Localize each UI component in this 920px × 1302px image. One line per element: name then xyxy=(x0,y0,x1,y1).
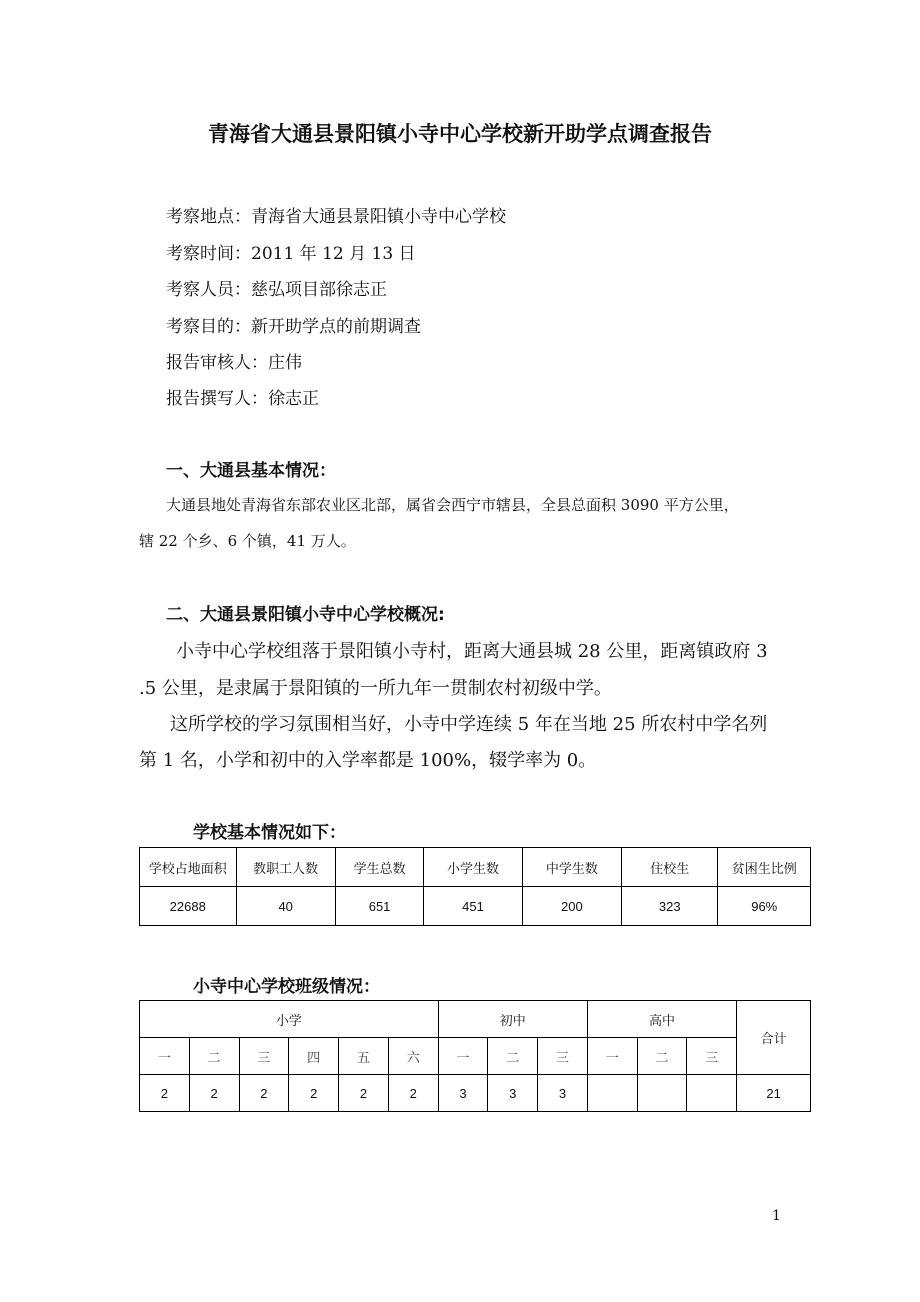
count-cell: 2 xyxy=(189,1075,239,1112)
grade-cell: 二 xyxy=(637,1038,687,1075)
count-cell: 2 xyxy=(140,1075,190,1112)
group-junior: 初中 xyxy=(438,1001,587,1038)
grade-cell: 一 xyxy=(438,1038,488,1075)
info-writer: 报告撰写人：徐志正 xyxy=(166,389,319,409)
value-cell: 200 xyxy=(522,887,621,926)
section2-p2-line1: 这所学校的学习氛围相当好，小寺中学连续 5 年在当地 25 所农村中学名列 xyxy=(170,714,768,735)
table-row xyxy=(140,1075,811,1112)
section1-heading: 一、大通县基本情况： xyxy=(166,461,336,481)
grade-cell: 一 xyxy=(587,1038,637,1075)
info-time: 考察时间：2011 年 12 月 13 日 xyxy=(166,244,416,264)
header-cell: 学生总数 xyxy=(335,848,423,887)
page-number: 1 xyxy=(772,1208,781,1224)
section2-heading: 二、大通县景阳镇小寺中心学校概况: xyxy=(166,605,445,625)
group-total: 合计 xyxy=(737,1001,811,1075)
value-cell: 40 xyxy=(236,887,335,926)
info-purpose: 考察目的：新开助学点的前期调查 xyxy=(166,317,421,337)
school-basic-table xyxy=(139,847,811,926)
value-cell: 96% xyxy=(718,887,811,926)
total-cell: 21 xyxy=(737,1075,811,1112)
count-cell: 3 xyxy=(438,1075,488,1112)
value-cell: 323 xyxy=(622,887,718,926)
count-cell: 2 xyxy=(289,1075,339,1112)
group-primary: 小学 xyxy=(140,1001,439,1038)
count-cell xyxy=(687,1075,737,1112)
section2-p2-line2: 第 1 名，小学和初中的入学率都是 100%，辍学率为 0。 xyxy=(139,750,597,771)
grade-cell: 一 xyxy=(140,1038,190,1075)
value-cell: 22688 xyxy=(140,887,237,926)
value-cell: 451 xyxy=(424,887,522,926)
count-cell: 3 xyxy=(488,1075,538,1112)
class-table xyxy=(139,1000,811,1112)
table2-caption: 小寺中心学校班级情况： xyxy=(193,977,380,997)
group-senior: 高中 xyxy=(587,1001,736,1038)
section2-p1-line1: 小寺中心学校组落于景阳镇小寺村，距离大通县城 28 公里，距离镇政府 3 xyxy=(176,641,768,662)
section1-line1: 大通县地处青海省东部农业区北部，属省会西宁市辖县，全县总面积 3090 平方公里， xyxy=(166,496,739,514)
grade-row xyxy=(140,1038,811,1075)
grade-cell: 六 xyxy=(388,1038,438,1075)
table-row xyxy=(140,887,811,926)
grade-cell: 三 xyxy=(538,1038,588,1075)
grade-cell: 二 xyxy=(488,1038,538,1075)
info-reviewer: 报告审核人：庄伟 xyxy=(166,353,302,373)
count-cell: 2 xyxy=(339,1075,389,1112)
header-cell: 中学生数 xyxy=(522,848,621,887)
grade-cell: 五 xyxy=(339,1038,389,1075)
header-cell: 学校占地面积 xyxy=(140,848,237,887)
count-cell xyxy=(587,1075,637,1112)
table1-caption: 学校基本情况如下： xyxy=(193,823,346,843)
header-cell: 小学生数 xyxy=(424,848,522,887)
info-location: 考察地点：青海省大通县景阳镇小寺中心学校 xyxy=(166,207,506,227)
table-header-row xyxy=(140,848,811,887)
count-cell xyxy=(637,1075,687,1112)
report-title: 青海省大通县景阳镇小寺中心学校新开助学点调查报告 xyxy=(208,122,712,146)
group-header-row xyxy=(140,1001,811,1038)
grade-cell: 四 xyxy=(289,1038,339,1075)
count-cell: 2 xyxy=(388,1075,438,1112)
header-cell: 教职工人数 xyxy=(236,848,335,887)
grade-cell: 二 xyxy=(189,1038,239,1075)
count-cell: 3 xyxy=(538,1075,588,1112)
count-cell: 2 xyxy=(239,1075,289,1112)
grade-cell: 三 xyxy=(687,1038,737,1075)
value-cell: 651 xyxy=(335,887,423,926)
info-staff: 考察人员：慈弘项目部徐志正 xyxy=(166,280,387,300)
header-cell: 贫困生比例 xyxy=(718,848,811,887)
section2-p1-line2: .5 公里，是隶属于景阳镇的一所九年一贯制农村初级中学。 xyxy=(139,678,612,699)
grade-cell: 三 xyxy=(239,1038,289,1075)
section1-line2: 辖 22 个乡、6 个镇，41 万人。 xyxy=(139,532,356,550)
header-cell: 住校生 xyxy=(622,848,718,887)
